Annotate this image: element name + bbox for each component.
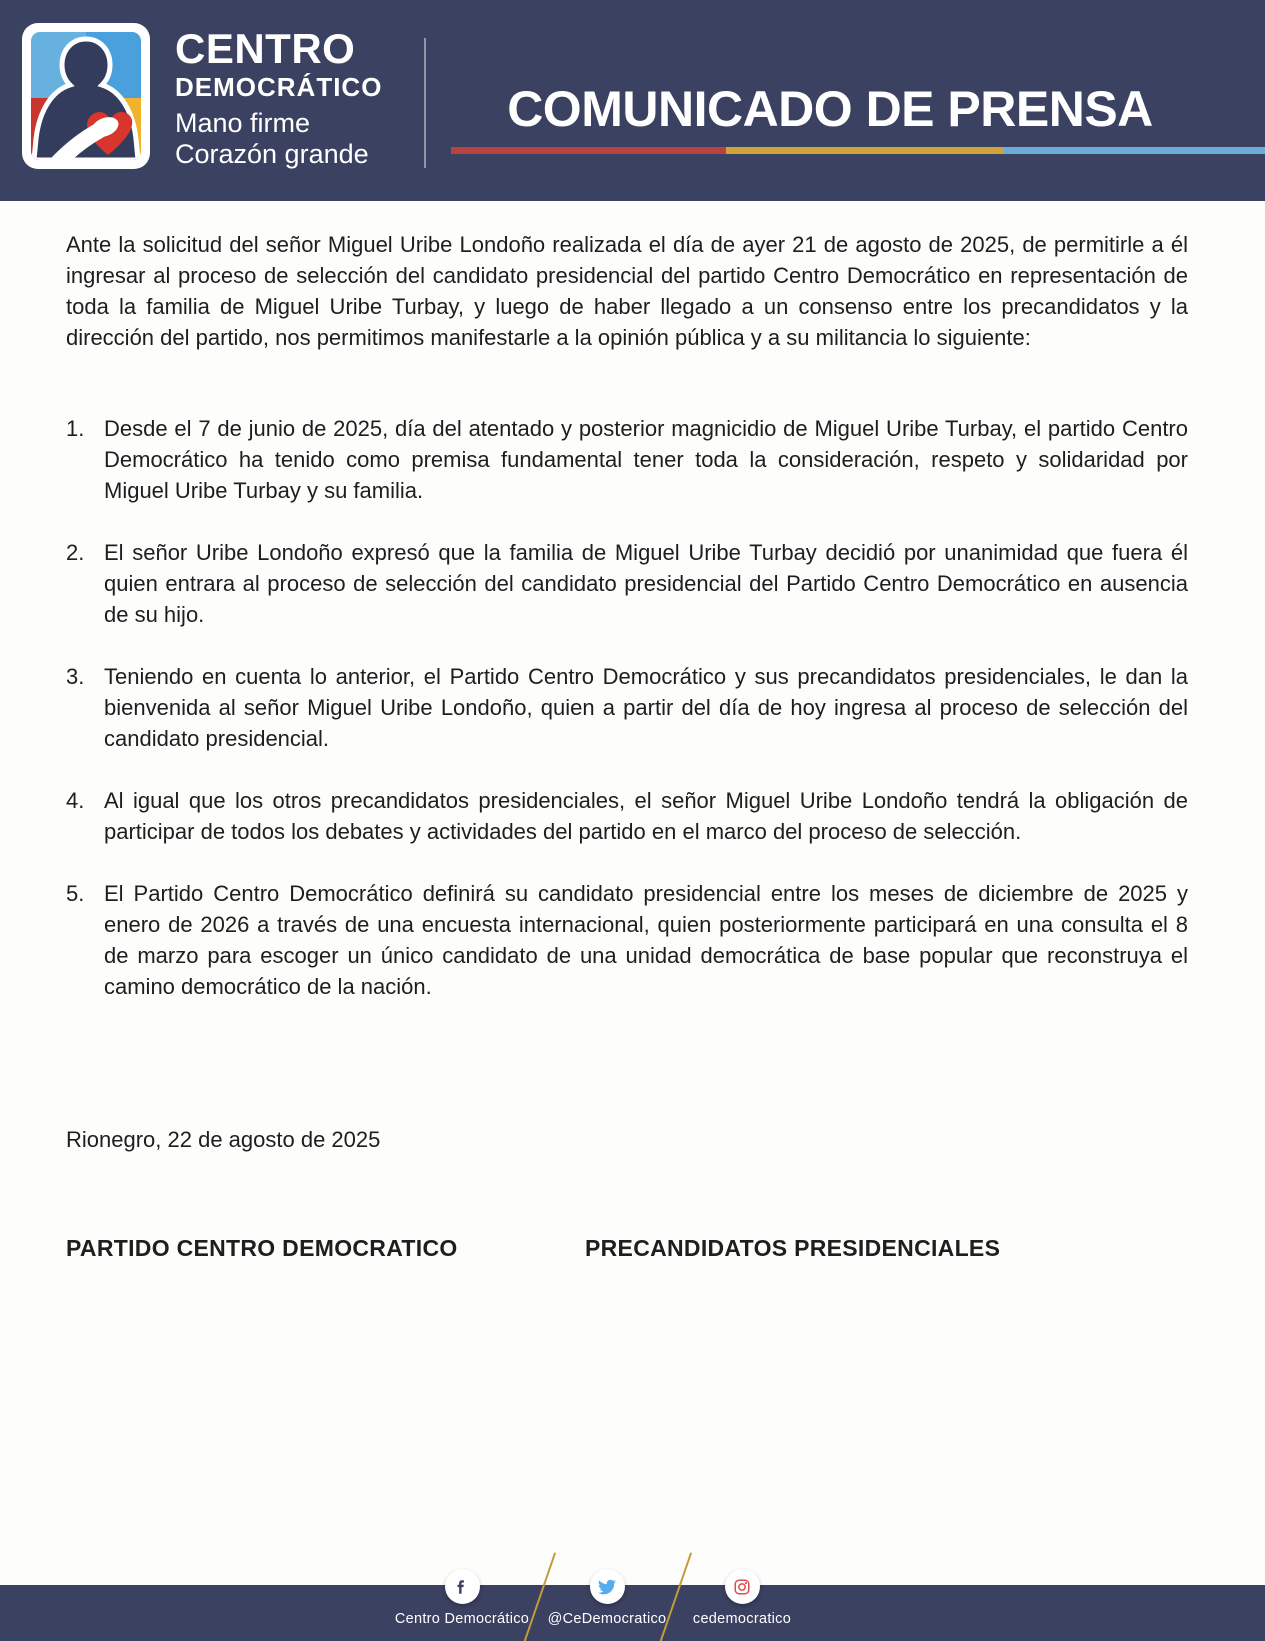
twitter-label[interactable]: @CeDemocratico [547, 1611, 667, 1627]
logo-slogan-line2: Corazón grande [175, 139, 369, 169]
underline-gold-segment [726, 147, 1004, 154]
header-banner [0, 0, 1265, 201]
item-number: 5. [66, 881, 85, 906]
item-number: 4. [66, 788, 85, 813]
instagram-icon [733, 1578, 751, 1596]
item-number: 2. [66, 540, 85, 565]
item-text: Al igual que los otros precandidatos presidenciales, el señor Miguel Uribe Londoño tendrá la obligación de participar de todos los debates y actividades del partido en el marco del proceso de selección. [104, 788, 1188, 844]
logo-slogan-line1: Mano firme [175, 108, 311, 138]
twitter-button[interactable] [590, 1569, 625, 1604]
instagram-label[interactable]: cedemocratico [692, 1611, 792, 1627]
list-item [66, 785, 1188, 847]
party-logo [22, 22, 150, 170]
item-number: 3. [66, 664, 85, 689]
facebook-icon [453, 1578, 471, 1596]
list-item [66, 661, 1188, 754]
instagram-button[interactable] [725, 1569, 760, 1604]
facebook-label[interactable]: Centro Democrático [394, 1611, 530, 1627]
facebook-button[interactable] [445, 1569, 480, 1604]
item-text: Desde el 7 de junio de 2025, día del atentado y posterior magnicidio de Miguel Uribe Turbay, el partido Centro Democrático ha tenido como premisa fundamental tener toda la consideración, respeto y solidaridad por Miguel Uribe Turbay y su familia. [104, 416, 1188, 503]
intro-paragraph: Ante la solicitud del señor Miguel Uribe Londoño realizada el día de ayer 21 de agosto de 2025, de permitirle a él ingresar al proceso de selección del candidato presidencial del partido Centro Democrático en representación de toda la familia de Miguel Uribe Turbay, y luego de haber llegado a un consenso entre los precandidatos y la dirección del partido, nos permitimos manifestarle a la opinión pública y a su militancia lo siguiente: [66, 232, 1188, 350]
logo-name-line2: DEMOCRÁTICO [175, 72, 383, 102]
list-item [66, 878, 1188, 1002]
underline-blue-segment [1004, 147, 1265, 154]
social-item-facebook[interactable] [382, 1569, 542, 1627]
underline-red-segment [451, 147, 726, 154]
signature-row [66, 1233, 1188, 1264]
signature-party: PARTIDO CENTRO DEMOCRATICO [66, 1235, 458, 1261]
logo-wordmark [175, 25, 383, 169]
party-emblem-icon [22, 22, 150, 170]
tricolor-underline [451, 147, 1265, 154]
item-text: El señor Uribe Londoño expresó que la familia de Miguel Uribe Turbay decidió por unanimidad que fuera él quien entrara al proceso de selección del candidato presidencial del Partido Centro Democrático en ausencia de su hijo. [104, 540, 1188, 627]
twitter-icon [598, 1578, 616, 1596]
list-item [66, 537, 1188, 630]
signature-precandidates: PRECANDIDATOS PRESIDENCIALES [585, 1235, 1001, 1261]
logo-name-line1: CENTRO [175, 25, 356, 72]
press-release-title: COMUNICADO DE PRENSA [507, 81, 1153, 137]
document-body [0, 201, 1265, 1264]
dateline: Rionegro, 22 de agosto de 2025 [66, 1127, 381, 1152]
item-number: 1. [66, 416, 85, 441]
social-item-instagram[interactable] [662, 1569, 822, 1627]
list-item [66, 413, 1188, 506]
item-text: El Partido Centro Democrático definirá su candidato presidencial entre los meses de diciembre de 2025 y enero de 2026 a través de una encuesta internacional, quien posteriormente participará en una consulta el 8 de marzo para escoger un único candidato de una unidad democrática de base popular que reconstruya el camino democrático de la nación. [104, 881, 1188, 999]
social-zone [0, 1531, 1265, 1641]
item-text: Teniendo en cuenta lo anterior, el Partido Centro Democrático y sus precandidatos presidenciales, le dan la bienvenida al señor Miguel Uribe Londoño, quien a partir del día de hoy ingresa al proceso de selección del candidato presidencial. [104, 664, 1188, 751]
header-divider [424, 38, 426, 168]
numbered-list [66, 413, 1188, 1002]
